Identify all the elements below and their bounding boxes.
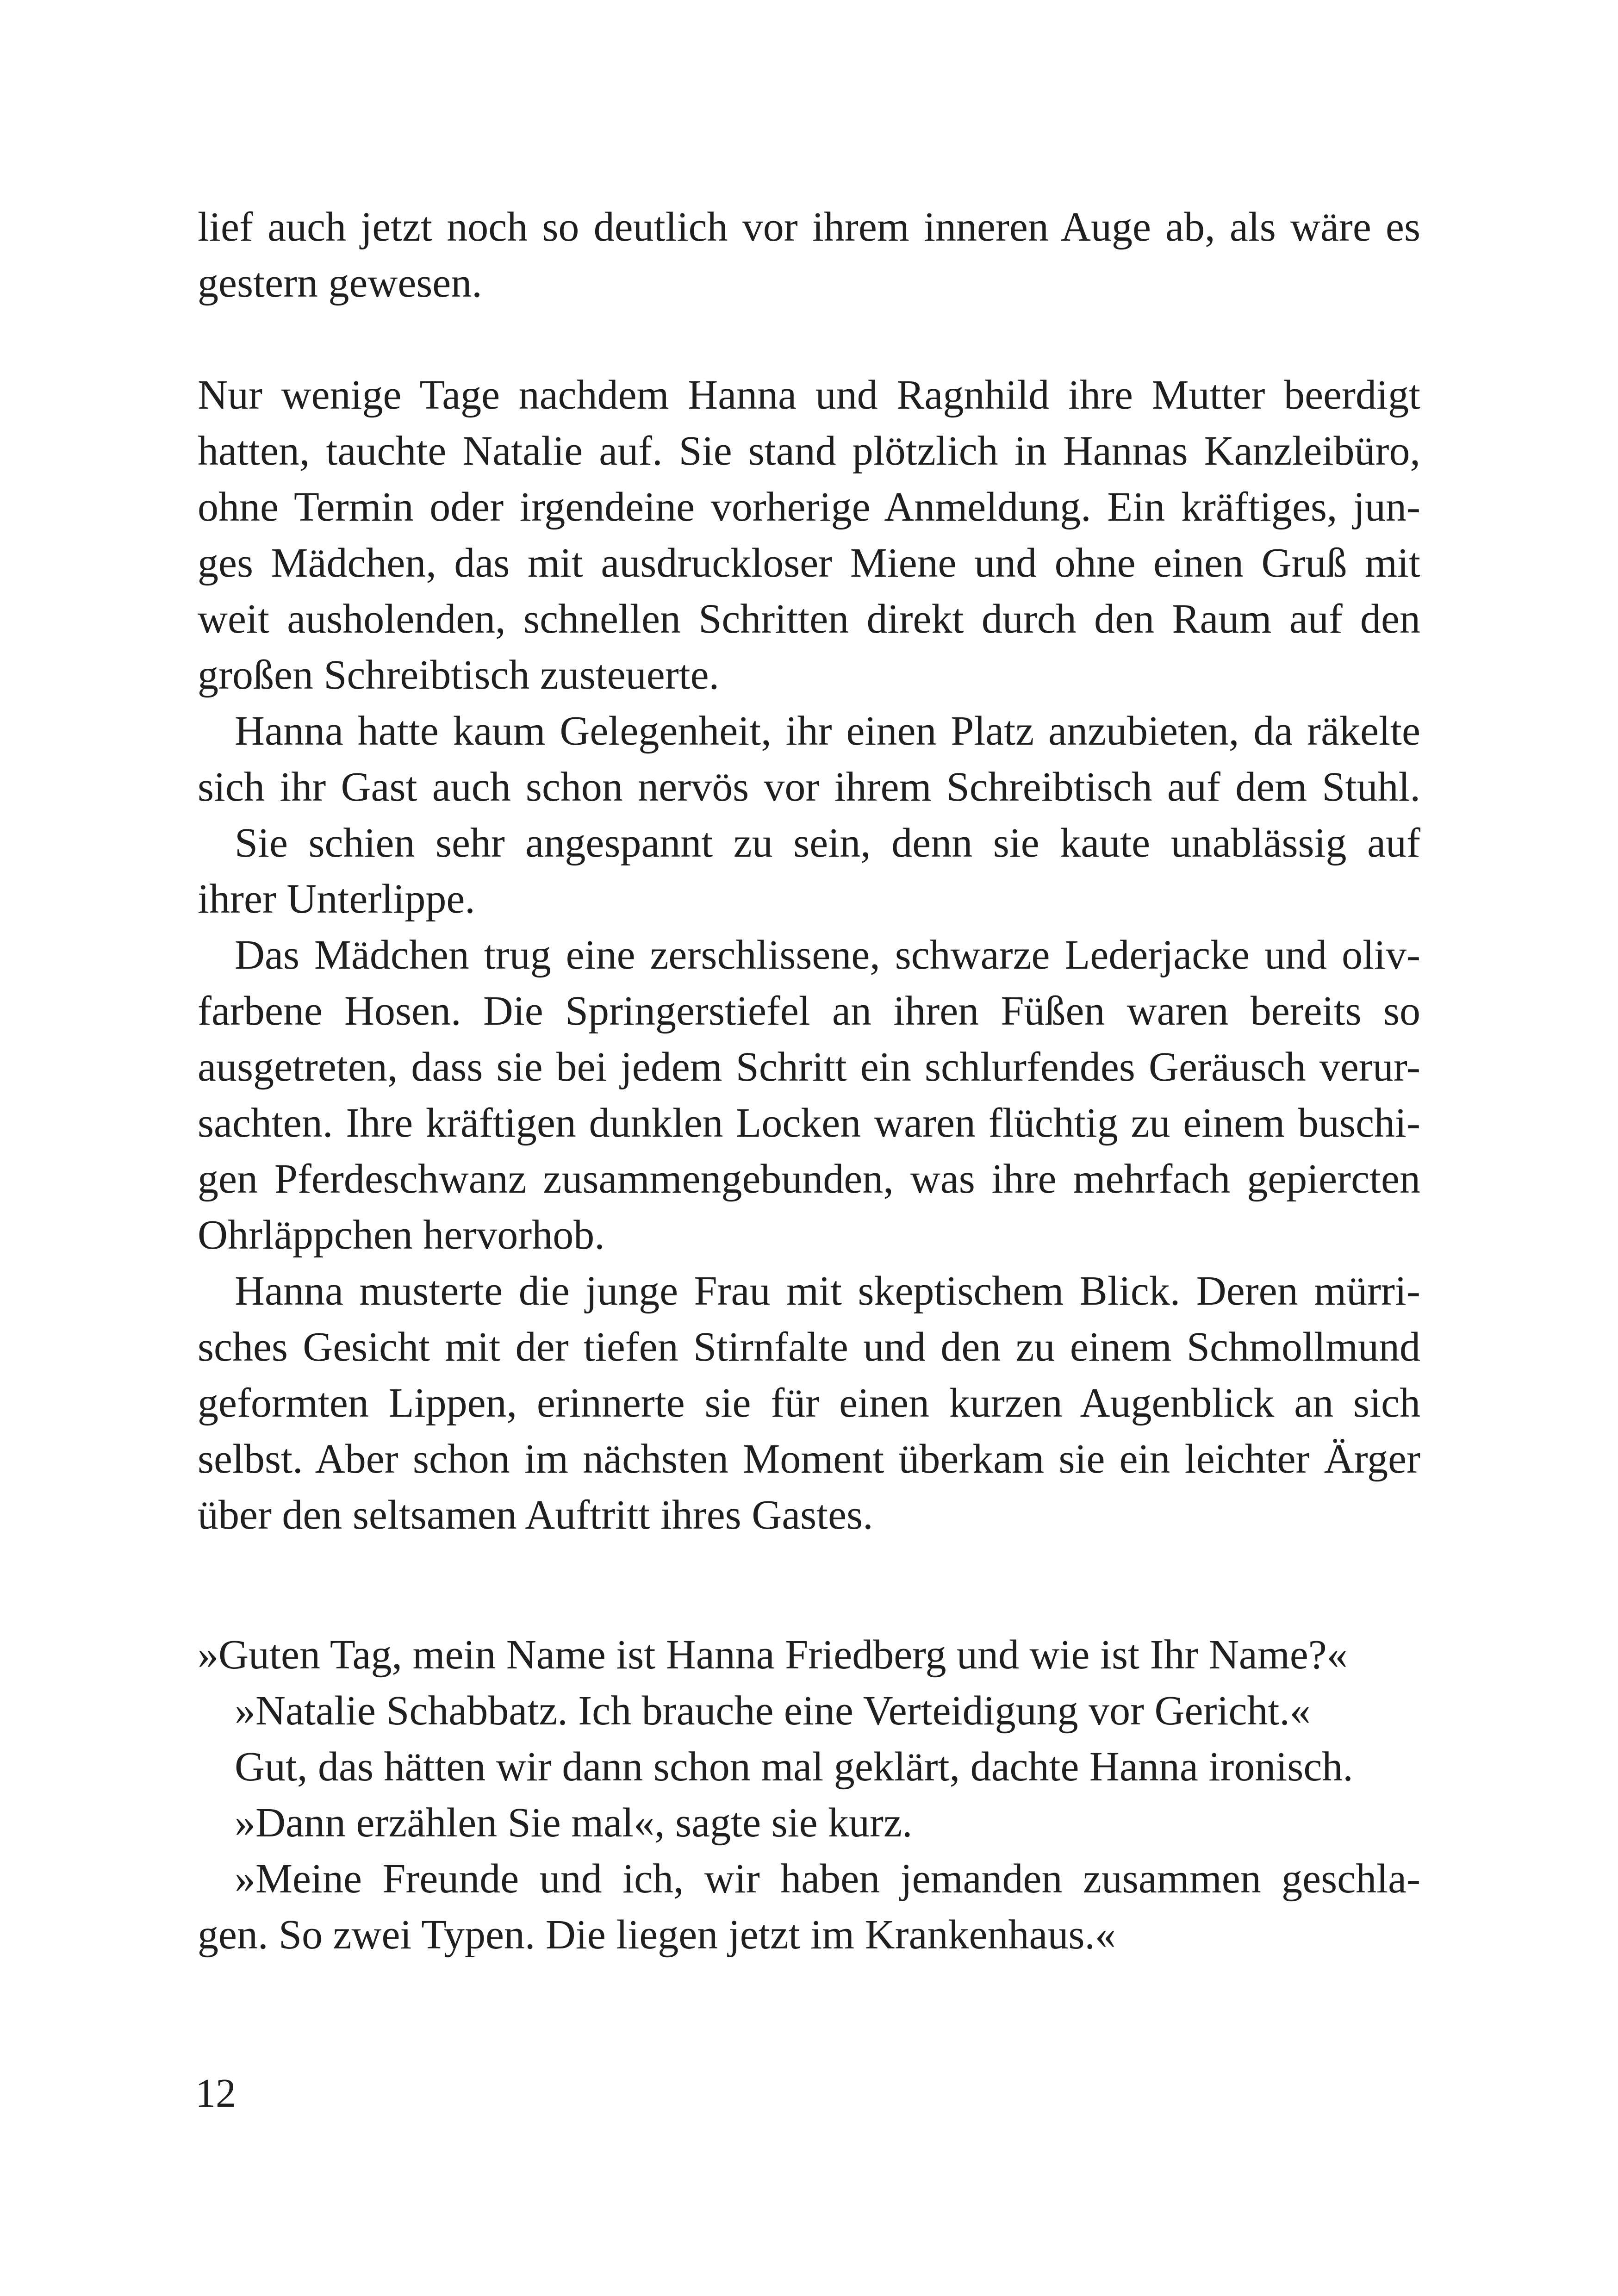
text-line: selbst. Aber schon im nächsten Moment überkam sie ein leichter Ärger xyxy=(198,1436,1420,1482)
text-line: Nur wenige Tage nachdem Hanna und Ragnhild ihre Mutter beerdigt xyxy=(198,372,1420,418)
text-line: farbene Hosen. Die Springerstiefel an ihren Füßen waren bereits so xyxy=(198,988,1420,1034)
text-line: ihrer Unterlippe. xyxy=(198,876,475,922)
page-number: 12 xyxy=(195,2071,236,2116)
dialogue-line: »Meine Freunde und ich, wir haben jemanden zusammen geschla- xyxy=(235,1856,1420,1902)
text-line: weit ausholenden, schnellen Schritten direkt durch den Raum auf den xyxy=(198,596,1420,642)
dialogue-line: »Guten Tag, mein Name ist Hanna Friedberg und wie ist Ihr Name?« xyxy=(198,1632,1348,1678)
text-line: ohne Termin oder irgendeine vorherige Anmeldung. Ein kräftiges, jun- xyxy=(198,484,1420,530)
text-line: geformten Lippen, erinnerte sie für einen kurzen Augenblick an sich xyxy=(198,1380,1420,1426)
text-line: großen Schreibtisch zusteuerte. xyxy=(198,652,720,698)
text-line: ausgetreten, dass sie bei jedem Schritt ein schlurfendes Geräusch verur- xyxy=(198,1044,1420,1090)
text-line: Ohrläppchen hervorhob. xyxy=(198,1212,605,1258)
text-line: Hanna hatte kaum Gelegenheit, ihr einen Platz anzubieten, da räkelte xyxy=(235,708,1420,754)
dialogue-line: »Dann erzählen Sie mal«, sagte sie kurz. xyxy=(235,1800,913,1846)
text-line: hatten, tauchte Natalie auf. Sie stand plötzlich in Hannas Kanzleibüro, xyxy=(198,428,1420,474)
text-line: Hanna musterte die junge Frau mit skeptischem Blick. Deren mürri- xyxy=(235,1268,1420,1314)
text-line: Das Mädchen trug eine zerschlissene, schwarze Lederjacke und oliv- xyxy=(235,932,1420,978)
section-dialogue xyxy=(198,1627,1420,1963)
section-narrative xyxy=(198,367,1420,1543)
text-line: sches Gesicht mit der tiefen Stirnfalte und den zu einem Schmollmund xyxy=(198,1324,1420,1370)
text-line: gen Pferdeschwanz zusammengebunden, was ihre mehrfach gepiercten xyxy=(198,1156,1420,1202)
paragraph-continuation xyxy=(198,199,1420,311)
text-line: gestern gewesen. xyxy=(198,260,482,306)
text-line: ges Mädchen, das mit ausdruckloser Miene und ohne einen Gruß mit xyxy=(198,540,1420,586)
text-line: lief auch jetzt noch so deutlich vor ihrem inneren Auge ab, als wäre es xyxy=(198,204,1420,250)
text-line: sachten. Ihre kräftigen dunklen Locken waren flüchtig zu einem buschi- xyxy=(198,1100,1420,1146)
dialogue-line: »Natalie Schabbatz. Ich brauche eine Verteidigung vor Gericht.« xyxy=(235,1688,1311,1734)
dialogue-line: Gut, das hätten wir dann schon mal geklärt, dachte Hanna ironisch. xyxy=(235,1744,1353,1790)
text-line: sich ihr Gast auch schon nervös vor ihrem Schreibtisch auf dem Stuhl. xyxy=(198,764,1420,810)
text-line: über den seltsamen Auftritt ihres Gastes. xyxy=(198,1492,873,1538)
text-line: Sie schien sehr angespannt zu sein, denn sie kaute unablässig auf xyxy=(235,820,1420,866)
dialogue-line: gen. So zwei Typen. Die liegen jetzt im Krankenhaus.« xyxy=(198,1912,1116,1958)
